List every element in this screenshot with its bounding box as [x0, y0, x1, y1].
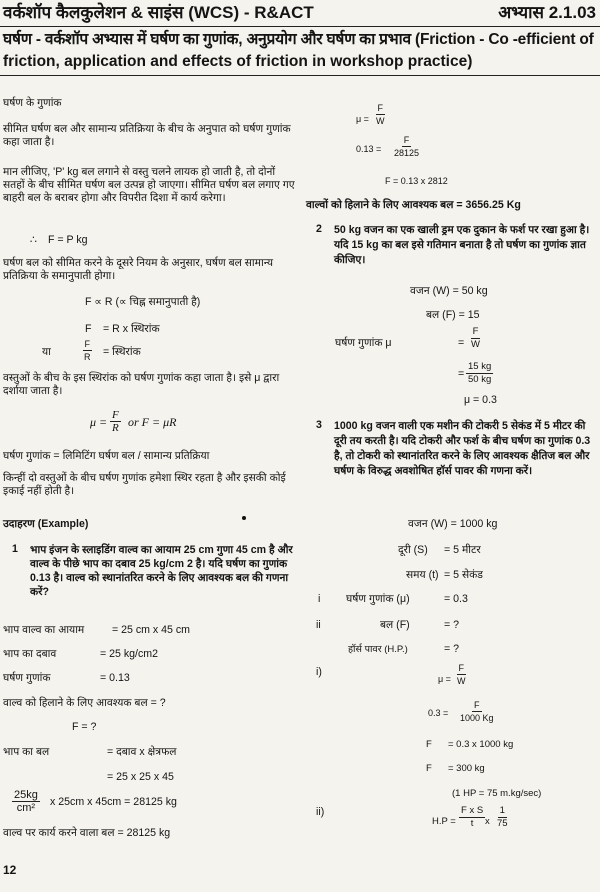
print-dot [242, 516, 246, 520]
fraction-w: W [457, 676, 466, 686]
steam-force-result: x 25cm x 45cm = 28125 kg [50, 796, 177, 808]
weight-given: वजन (W) = 50 kg [410, 285, 488, 297]
equals-sign: = [458, 337, 465, 349]
pressure-numerator: 25kg [14, 789, 38, 801]
fraction-fxs: F x S [461, 805, 484, 816]
question-1-number: 1 [12, 543, 18, 555]
or-word: या [42, 346, 51, 358]
distance-label: दूरी (S) [398, 544, 428, 556]
topic-title-line2: friction, application and effects of friction in workshop practice) [3, 53, 473, 70]
f-over-w-fraction-1 [374, 102, 387, 127]
force-label-3: बल (F) [380, 619, 410, 631]
fraction-28125: 28125 [394, 148, 420, 158]
force-value-3: = ? [444, 619, 460, 631]
exercise-number: अभ्यास 2.1.03 [498, 3, 596, 22]
time-value: = 5 सेकंड [444, 569, 483, 581]
document-title: वर्कशॉप कैलकुलेशन & साइंस (WCS) - R&ACT [3, 3, 314, 22]
fraction-50kg: 50 kg [468, 374, 492, 385]
equals-sign: = [458, 368, 465, 380]
coefficient-heading: घर्षण के गुणांक [3, 97, 62, 109]
mu-fraction-r: R [112, 422, 119, 434]
force-symbol: F [426, 763, 432, 774]
force-given: बल (F) = 15 [426, 309, 480, 321]
force-unknown: F = ? [72, 721, 97, 733]
horse-power-definition: (1 HP = 75 m.kg/sec) [452, 788, 542, 799]
fraction-15kg: 15 kg [468, 361, 492, 372]
fraction-w: W [471, 339, 480, 350]
force-calculation-3: = 0.3 x 1000 kg [448, 739, 514, 750]
given-pressure-label: भाप का दबाव [3, 648, 57, 660]
mu-equals-right: μ = [356, 114, 369, 124]
paragraph-proportional: घर्षण बल को सीमित करने के दूसरे नियम के अनुसार, घर्षण बल सामान्य प्रतिक्रिया के समानुपाती होगा। [3, 257, 274, 282]
coefficient-equals-3: 0.3 = [428, 708, 449, 718]
eq-constant-rhs: = R x स्थिरांक [103, 323, 160, 335]
example-1-result: वाल्वों को हिलाने के लिए आवश्यक बल = 3656.25 Kg [306, 199, 521, 211]
coefficient-formula: घर्षण गुणांक = लिमिटिंग घर्षण बल / सामान्य प्रतिक्रिया [3, 450, 210, 462]
force-symbol: F [426, 739, 432, 750]
roman-i: i [318, 593, 321, 605]
therefore-symbol: ∴ [30, 234, 37, 246]
mu-fraction [110, 409, 121, 434]
distance-value: = 5 मीटर [444, 544, 481, 556]
horse-power-label: हॉर्स पावर (H.P.) [348, 644, 408, 655]
given-dimension-label: भाप वाल्व का आयाम [3, 624, 85, 636]
1-over-75-fraction [495, 805, 510, 830]
fraction-w: W [376, 116, 385, 126]
steam-force-equation: = दबाव x क्षेत्रफल [107, 746, 177, 758]
mu-result: μ = 0.3 [464, 394, 497, 406]
weight-given-3: वजन (W) = 1000 kg [408, 518, 498, 530]
f-over-w-fraction-2 [469, 326, 482, 351]
subtitle-rule [0, 75, 600, 76]
fraction-f: F [377, 103, 383, 113]
f-over-28125-fraction [392, 134, 421, 159]
force-calculation: F = 0.13 x 2812 [385, 176, 448, 186]
force-result-3: = 300 kg [448, 763, 485, 774]
question-3-text: 1000 kg वजन वाली एक मशीन की टोकरी 5 सेकंड में 5 मीटर की दूरी तय करती है। यदि टोकरी और फर्श के बीच घर्षण का गुणांक 0.3 है, तो टोकरी को स्थानांतरित करने के लिए आवश्यक क्षैतिज बल और घर्षण के विरुद्ध अवशोषित हॉर्स पावर की गणना करें। [334, 420, 591, 477]
mu-label: घर्षण गुणांक μ [335, 337, 392, 349]
paragraph-constant: किन्हीं दो वस्तुओं के बीच घर्षण गुणांक हमेशा स्थिर रहता है और इसकी कोई इकाई नहीं होती है। [3, 472, 286, 497]
paragraph-assumption: मान लीजिए, 'P' kg बल लगाने से वस्तु चलने लायक हो जाती है, तो दोनों सतहों के बीच सीमित घर्षण बल उत्पन्न हो जाएगा। सीमित घर्षण बल लगाए गए बाहरी बल के बराबर होगा और विपरीत दिशा में कार्य करेगा। [3, 166, 295, 204]
example-heading: उदाहरण (Example) [3, 518, 89, 530]
given-pressure-value: = 25 kg/cm2 [100, 648, 159, 660]
time-label: समय (t) [406, 569, 439, 581]
fraction-f: F [458, 663, 464, 673]
mu-fraction-f: F [112, 409, 119, 421]
fraction-1000kg: 1000 Kg [460, 713, 494, 723]
question-2-number: 2 [316, 223, 322, 235]
pressure-unit-fraction [12, 789, 40, 814]
horse-power-value: = ? [444, 643, 460, 655]
f-over-w-fraction-3 [455, 662, 468, 687]
given-coefficient-value: = 0.13 [100, 672, 130, 684]
question-2-text: 50 kg वजन का एक खाली ड्रम एक दुकान के फर्श पर रखा हुआ है। यदि 15 kg का बल इसे गतिमान बनाता है तो घर्षण का गुणांक ज्ञात कीजिए। [334, 224, 590, 266]
pressure-denominator: cm² [16, 802, 36, 814]
given-coefficient-label: घर्षण गुणांक [3, 672, 51, 684]
paragraph-mu-definition: वस्तुओं के बीच के इस स्थिरांक को घर्षण गुणांक कहा जाता है। इसे μ द्वारा दर्शाया जाता है। [3, 372, 280, 397]
fraction-f: F [403, 135, 410, 145]
question-1-text: भाप इंजन के स्लाइडिंग वाल्व का आयाम 25 cm गुणा 45 cm है और वाल्व के पीछे भाप का दबाव 25 kg/cm 2 है। यदि घर्षण का गुणांक 0.13 है। वाल्व को स्थानांतरित करने के लिए आवश्यक बल की गणना करें? [30, 544, 293, 598]
fraction-f: F [474, 700, 480, 710]
question-3-number: 3 [316, 419, 322, 431]
fraction-1: 1 [499, 805, 505, 816]
given-dimension-value: = 25 cm x 45 cm [112, 624, 191, 636]
mu-equals: μ = [90, 415, 108, 429]
times-sign: x [485, 816, 490, 827]
step-i: i) [316, 666, 322, 678]
equation-f-p: F = P kg [48, 234, 88, 246]
fs-over-t-fraction [459, 805, 485, 830]
fraction-denominator: R [84, 352, 91, 362]
fraction-t: t [470, 818, 474, 829]
mu-equals-3: μ = [438, 674, 451, 684]
15-over-50-fraction [466, 361, 493, 386]
mu-alternate-form: or F = μR [128, 415, 177, 429]
roman-ii: ii [316, 619, 321, 631]
page-number: 12 [3, 863, 17, 877]
f-over-r-fraction [82, 338, 93, 363]
required-force-question: वाल्व को हिलाने के लिए आवश्यक बल = ? [3, 697, 166, 709]
steam-force-label: भाप का बल [3, 746, 50, 758]
coefficient-label-3: घर्षण गुणांक (μ) [346, 593, 410, 605]
topic-title-line1: घर्षण - वर्कशॉप अभ्यास में घर्षण का गुणांक, अनुप्रयोग और घर्षण का प्रभाव (Friction - Co -efficient of [3, 31, 594, 48]
eq-ratio-rhs: = स्थिरांक [103, 346, 141, 358]
eq-constant-lhs: F [85, 323, 92, 335]
proportional-statement: F ∝ R (∝ चिह्न समानुपाती है) [85, 296, 201, 308]
f-over-1000-fraction [458, 699, 496, 724]
fraction-75: 75 [497, 818, 508, 829]
hp-equals: H.P = [432, 816, 456, 827]
fraction-f: F [472, 326, 479, 337]
fraction-numerator: F [84, 339, 90, 349]
valve-force-result: वाल्व पर कार्य करने वाला बल = 28125 kg [3, 827, 171, 839]
step-ii: ii) [316, 806, 325, 818]
coefficient-value-equals: 0.13 = [356, 144, 382, 154]
coefficient-value-3: = 0.3 [444, 593, 468, 605]
steam-force-calculation: = 25 x 25 x 45 [107, 771, 174, 783]
paragraph-definition: सीमित घर्षण बल और सामान्य प्रतिक्रिया के बीच के अनुपात को घर्षण गुणांक कहा जाता है। [3, 123, 291, 148]
header-rule [0, 26, 600, 27]
